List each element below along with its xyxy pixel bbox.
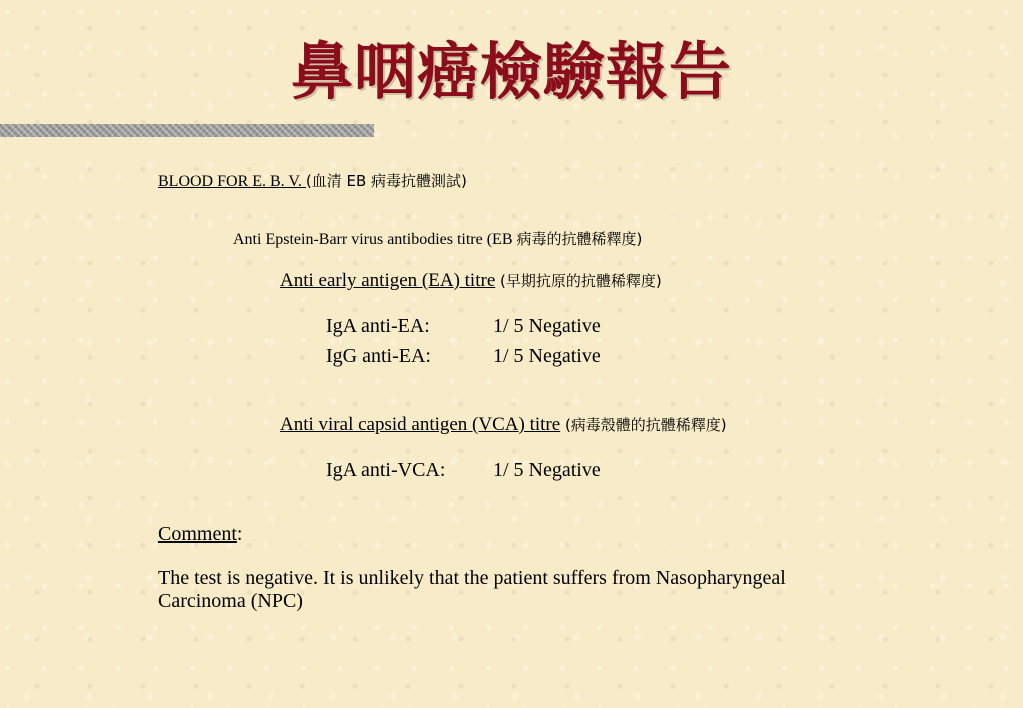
comment-heading-line — [158, 523, 242, 546]
decorative-divider-bar — [0, 124, 374, 137]
blood-test-heading: BLOOD FOR E. B. V. — [158, 173, 306, 190]
result-label: IgA anti-VCA: — [326, 459, 446, 481]
result-label: IgG anti-EA: — [326, 345, 431, 367]
vca-section-heading-line — [280, 414, 727, 436]
ea-section-heading-line — [280, 270, 662, 292]
vca-section-heading: Anti viral capsid antigen (VCA) titre — [280, 414, 561, 435]
result-value: 1/ 5 Negative — [493, 315, 601, 337]
antibody-titre-cn: 病毒的抗體稀釋度) — [516, 230, 643, 248]
ea-section-heading: Anti early antigen (EA) titre — [280, 270, 496, 291]
vca-section-cn: (病毒殼體的抗體稀釋度) — [560, 416, 727, 434]
result-value: 1/ 5 Negative — [493, 459, 601, 481]
blood-test-line — [158, 170, 467, 191]
antibody-titre-en: Anti Epstein-Barr virus antibodies titre (EB — [233, 231, 517, 248]
antibody-titre-line — [233, 228, 642, 249]
page-title: 鼻咽癌檢驗報告 — [290, 35, 732, 108]
result-value: 1/ 5 Negative — [493, 345, 601, 367]
comment-label: Comment — [158, 523, 237, 545]
comment-colon: : — [236, 523, 243, 545]
comment-text: The test is negative. It is unlikely that the patient suffers from Nasopharyngeal Carcinoma (NPC) — [158, 567, 786, 612]
ea-section-cn: (早期抗原的抗體稀釋度) — [495, 272, 662, 290]
blood-test-cn: (血清 EB 病毒抗體測試) — [305, 172, 467, 190]
result-label: IgA anti-EA: — [326, 315, 430, 337]
